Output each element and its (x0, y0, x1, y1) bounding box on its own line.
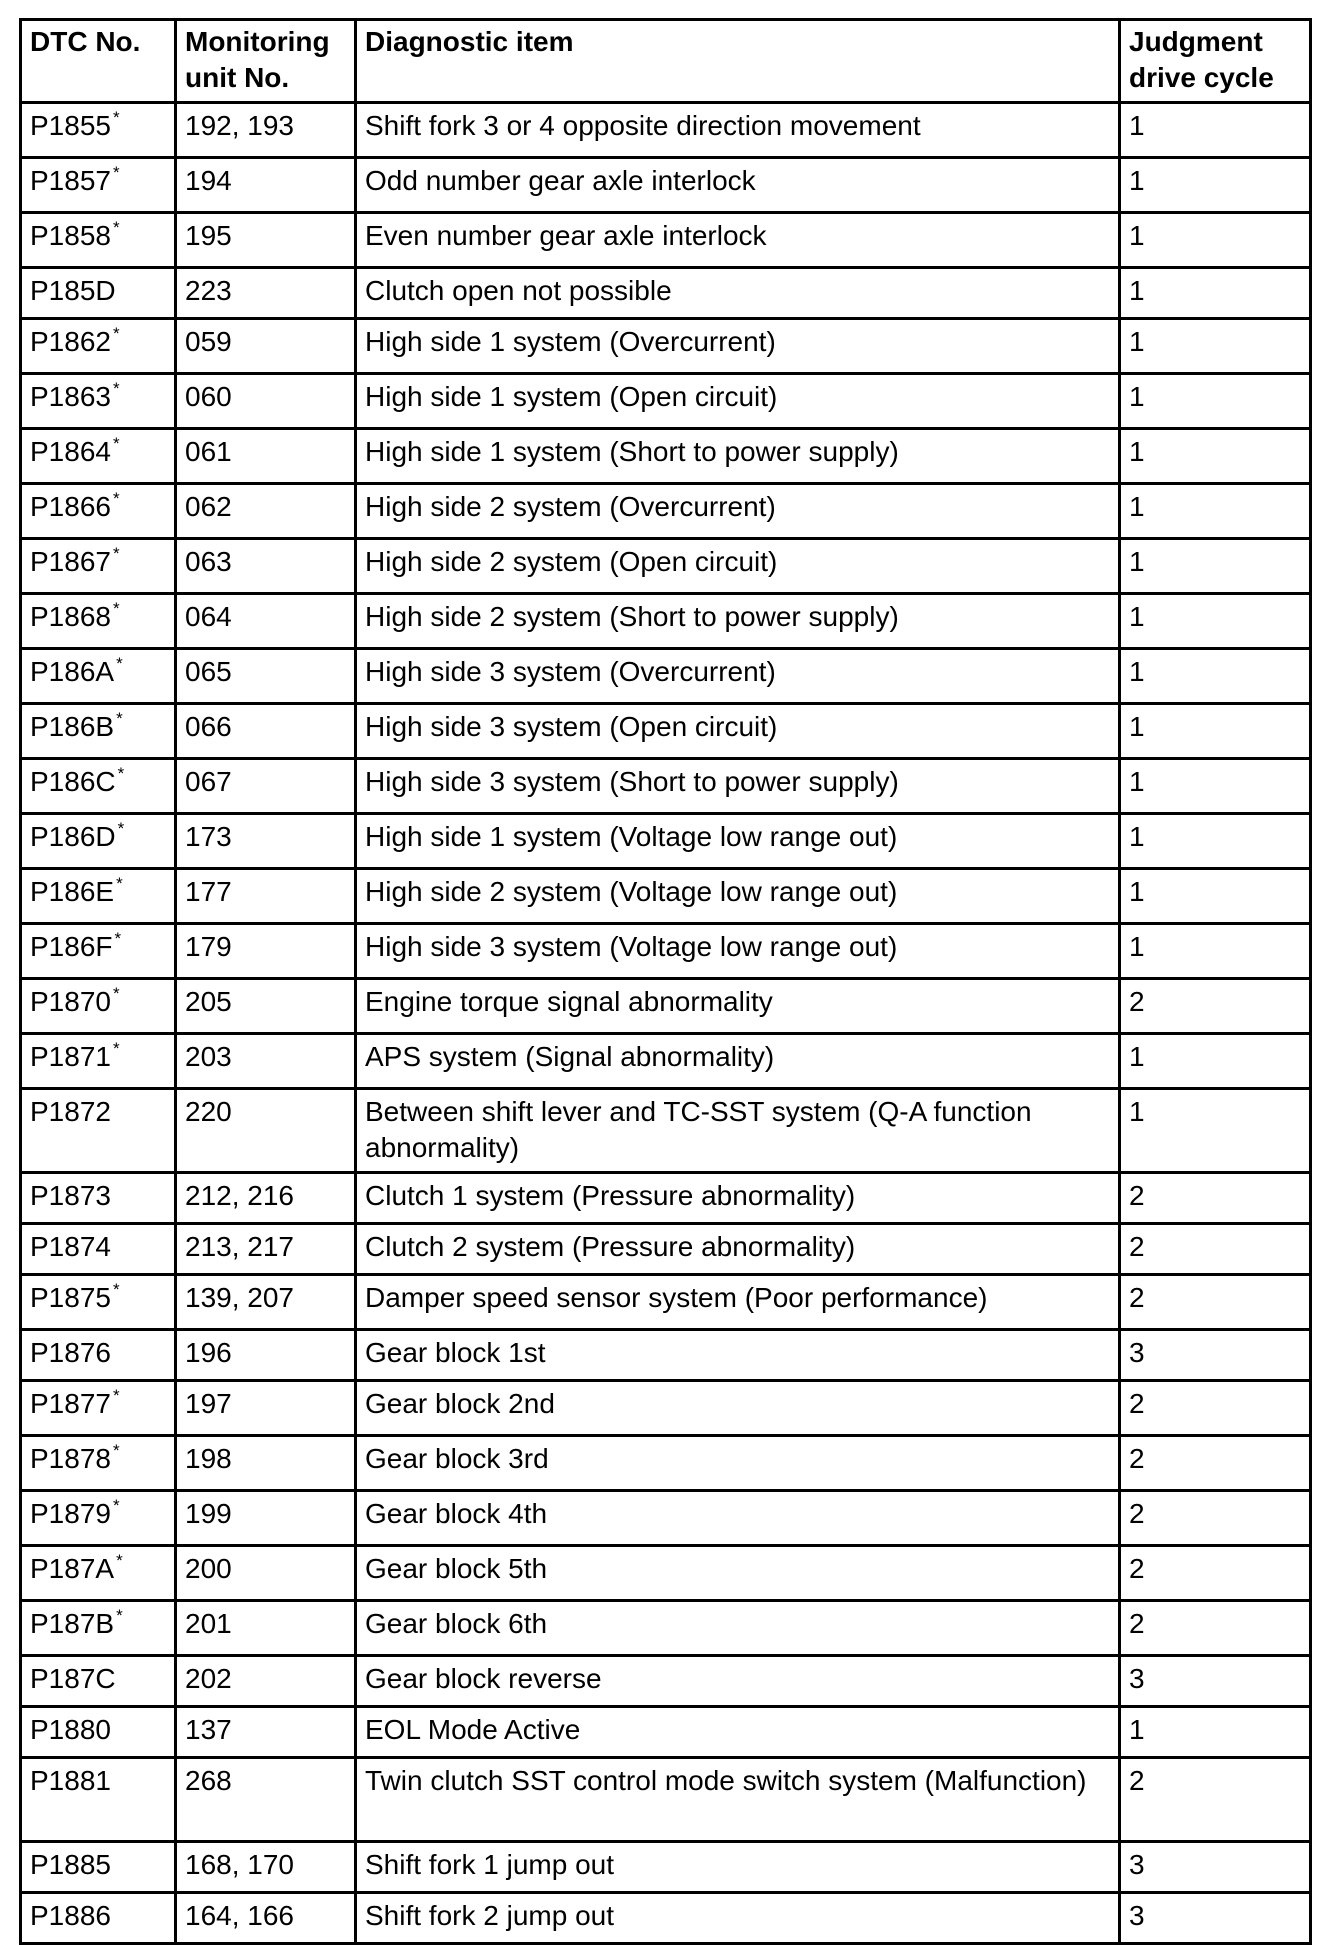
asterisk-marker: * (112, 1280, 120, 1299)
monitoring-unit-cell: 195 (176, 213, 356, 268)
table-row (21, 103, 1311, 158)
judgment-cycle-cell: 1 (1120, 213, 1311, 268)
judgment-cycle-cell: 3 (1120, 1842, 1311, 1893)
dtc-code-cell (21, 1491, 176, 1546)
dtc-code: P186F (30, 931, 113, 962)
judgment-cycle-cell: 2 (1120, 1381, 1311, 1436)
judgment-cycle-cell: 1 (1120, 158, 1311, 213)
diagnostic-item-cell: Twin clutch SST control mode switch system (Malfunction) (356, 1758, 1120, 1842)
dtc-code: P1862 (30, 326, 111, 357)
monitoring-unit-cell: 200 (176, 1546, 356, 1601)
diagnostic-item-cell: High side 3 system (Open circuit) (356, 704, 1120, 759)
dtc-code: P1886 (30, 1900, 111, 1931)
dtc-code: P1878 (30, 1443, 111, 1474)
monitoring-unit-cell: 220 (176, 1089, 356, 1173)
dtc-code-cell (21, 1275, 176, 1330)
dtc-code-cell (21, 103, 176, 158)
monitoring-unit-cell: 199 (176, 1491, 356, 1546)
judgment-cycle-cell: 3 (1120, 1893, 1311, 1944)
asterisk-marker: * (112, 163, 120, 182)
monitoring-unit-cell: 060 (176, 374, 356, 429)
dtc-code: P1885 (30, 1849, 111, 1880)
dtc-code-cell (21, 594, 176, 649)
table-row (21, 1381, 1311, 1436)
dtc-code: P1875 (30, 1282, 111, 1313)
judgment-cycle-cell: 1 (1120, 429, 1311, 484)
diagnostic-item-cell: Clutch open not possible (356, 268, 1120, 319)
monitoring-unit-cell: 064 (176, 594, 356, 649)
asterisk-marker: * (112, 434, 120, 453)
diagnostic-item-cell: Between shift lever and TC-SST system (Q-A function abnormality) (356, 1089, 1120, 1173)
judgment-cycle-cell: 1 (1120, 539, 1311, 594)
judgment-cycle-cell: 3 (1120, 1656, 1311, 1707)
monitoring-unit-cell: 066 (176, 704, 356, 759)
asterisk-marker: * (112, 1386, 120, 1405)
judgment-cycle-cell: 2 (1120, 1546, 1311, 1601)
asterisk-marker: * (116, 1606, 123, 1625)
dtc-code-cell (21, 1034, 176, 1089)
judgment-cycle-cell: 1 (1120, 103, 1311, 158)
asterisk-marker: * (116, 874, 123, 893)
monitoring-unit-cell: 197 (176, 1381, 356, 1436)
monitoring-unit-cell: 177 (176, 869, 356, 924)
dtc-code: P187C (30, 1663, 116, 1694)
dtc-code-cell (21, 979, 176, 1034)
header-diagnostic-item: Diagnostic item (356, 20, 1120, 103)
table-row (21, 924, 1311, 979)
table-row (21, 539, 1311, 594)
diagnostic-item-cell: High side 1 system (Open circuit) (356, 374, 1120, 429)
dtc-code: P187B (30, 1608, 115, 1639)
table-body (21, 103, 1311, 1944)
table-row (21, 484, 1311, 539)
monitoring-unit-cell: 198 (176, 1436, 356, 1491)
monitoring-unit-cell: 173 (176, 814, 356, 869)
dtc-code-cell (21, 1601, 176, 1656)
table-row (21, 319, 1311, 374)
diagnostic-item-cell: Shift fork 3 or 4 opposite direction movement (356, 103, 1120, 158)
judgment-cycle-cell: 1 (1120, 704, 1311, 759)
dtc-code-cell (21, 1089, 176, 1173)
judgment-cycle-cell: 1 (1120, 1089, 1311, 1173)
diagnostic-item-cell: High side 3 system (Short to power supply) (356, 759, 1120, 814)
table-row (21, 1275, 1311, 1330)
monitoring-unit-cell: 059 (176, 319, 356, 374)
dtc-code: P1855 (30, 110, 111, 141)
asterisk-marker: * (112, 218, 120, 237)
table-row (21, 1842, 1311, 1893)
dtc-code: P1868 (30, 601, 111, 632)
monitoring-unit-cell: 062 (176, 484, 356, 539)
diagnostic-item-cell: Even number gear axle interlock (356, 213, 1120, 268)
dtc-code-cell (21, 1842, 176, 1893)
table-row (21, 1089, 1311, 1173)
table-row (21, 1601, 1311, 1656)
judgment-cycle-cell: 2 (1120, 1601, 1311, 1656)
dtc-code: P186D (30, 821, 116, 852)
dtc-code-cell (21, 924, 176, 979)
table-row (21, 594, 1311, 649)
table-row (21, 1491, 1311, 1546)
diagnostic-item-cell: Clutch 2 system (Pressure abnormality) (356, 1224, 1120, 1275)
dtc-code: P1858 (30, 220, 111, 251)
dtc-code-cell (21, 649, 176, 704)
monitoring-unit-cell: 201 (176, 1601, 356, 1656)
header-dtc-no: DTC No. (21, 20, 176, 103)
dtc-code-cell (21, 484, 176, 539)
dtc-code: P1870 (30, 986, 111, 1017)
monitoring-unit-cell: 205 (176, 979, 356, 1034)
dtc-code: P1866 (30, 491, 111, 522)
judgment-cycle-cell: 1 (1120, 1707, 1311, 1758)
judgment-cycle-cell: 2 (1120, 1758, 1311, 1842)
asterisk-marker: * (112, 489, 120, 508)
diagnostic-item-cell: Gear block 2nd (356, 1381, 1120, 1436)
judgment-cycle-cell: 1 (1120, 319, 1311, 374)
dtc-code-cell (21, 869, 176, 924)
diagnostic-item-cell: Shift fork 1 jump out (356, 1842, 1120, 1893)
dtc-code: P1877 (30, 1388, 111, 1419)
diagnostic-item-cell: Engine torque signal abnormality (356, 979, 1120, 1034)
diagnostic-item-cell: Shift fork 2 jump out (356, 1893, 1120, 1944)
table-row (21, 649, 1311, 704)
monitoring-unit-cell: 223 (176, 268, 356, 319)
table-row (21, 158, 1311, 213)
asterisk-marker: * (112, 324, 120, 343)
asterisk-marker: * (112, 1039, 120, 1058)
table-row (21, 704, 1311, 759)
monitoring-unit-cell: 268 (176, 1758, 356, 1842)
table-row (21, 1224, 1311, 1275)
monitoring-unit-cell: 168, 170 (176, 1842, 356, 1893)
diagnostic-item-cell: High side 2 system (Voltage low range out) (356, 869, 1120, 924)
monitoring-unit-cell: 067 (176, 759, 356, 814)
table-row (21, 1656, 1311, 1707)
judgment-cycle-cell: 1 (1120, 924, 1311, 979)
judgment-cycle-cell: 3 (1120, 1330, 1311, 1381)
dtc-code: P185D (30, 275, 116, 306)
monitoring-unit-cell: 194 (176, 158, 356, 213)
table-row (21, 1546, 1311, 1601)
monitoring-unit-cell: 139, 207 (176, 1275, 356, 1330)
header-judgment-drive-cycle: Judgment drive cycle (1120, 20, 1311, 103)
diagnostic-item-cell: Gear block 4th (356, 1491, 1120, 1546)
dtc-code-cell (21, 1656, 176, 1707)
diagnostic-item-cell: APS system (Signal abnormality) (356, 1034, 1120, 1089)
header-monitoring-unit-no: Monitoring unit No. (176, 20, 356, 103)
dtc-code-cell (21, 429, 176, 484)
dtc-code: P1872 (30, 1096, 111, 1127)
header-row (21, 20, 1311, 103)
diagnostic-item-cell: High side 2 system (Short to power supply) (356, 594, 1120, 649)
dtc-code: P186C (30, 766, 116, 797)
dtc-code: P186B (30, 711, 115, 742)
monitoring-unit-cell: 179 (176, 924, 356, 979)
dtc-code-cell (21, 1546, 176, 1601)
judgment-cycle-cell: 1 (1120, 374, 1311, 429)
judgment-cycle-cell: 2 (1120, 1275, 1311, 1330)
judgment-cycle-cell: 2 (1120, 1173, 1311, 1224)
table-row (21, 1758, 1311, 1842)
judgment-cycle-cell: 2 (1120, 1224, 1311, 1275)
asterisk-marker: * (116, 1551, 123, 1570)
table-row (21, 979, 1311, 1034)
dtc-code: P1876 (30, 1337, 111, 1368)
table-row (21, 1436, 1311, 1491)
diagnostic-item-cell: Gear block reverse (356, 1656, 1120, 1707)
dtc-code-cell (21, 1758, 176, 1842)
asterisk-marker: * (116, 709, 123, 728)
asterisk-marker: * (117, 764, 125, 783)
dtc-code-cell (21, 1381, 176, 1436)
monitoring-unit-cell: 203 (176, 1034, 356, 1089)
diagnostic-item-cell: High side 2 system (Overcurrent) (356, 484, 1120, 539)
monitoring-unit-cell: 196 (176, 1330, 356, 1381)
diagnostic-item-cell: Odd number gear axle interlock (356, 158, 1120, 213)
table-row (21, 213, 1311, 268)
judgment-cycle-cell: 1 (1120, 1034, 1311, 1089)
diagnostic-item-cell: High side 1 system (Overcurrent) (356, 319, 1120, 374)
asterisk-marker: * (112, 984, 120, 1003)
judgment-cycle-cell: 1 (1120, 814, 1311, 869)
dtc-code-cell (21, 213, 176, 268)
dtc-code-cell (21, 158, 176, 213)
monitoring-unit-cell: 202 (176, 1656, 356, 1707)
dtc-code: P1874 (30, 1231, 111, 1262)
dtc-code: P1880 (30, 1714, 111, 1745)
judgment-cycle-cell: 2 (1120, 1491, 1311, 1546)
judgment-cycle-cell: 1 (1120, 594, 1311, 649)
judgment-cycle-cell: 2 (1120, 979, 1311, 1034)
dtc-code: P1864 (30, 436, 111, 467)
asterisk-marker: * (112, 1496, 120, 1515)
asterisk-marker: * (114, 929, 122, 948)
monitoring-unit-cell: 061 (176, 429, 356, 484)
judgment-cycle-cell: 2 (1120, 1436, 1311, 1491)
diagnostic-item-cell: Damper speed sensor system (Poor performance) (356, 1275, 1120, 1330)
dtc-code: P1857 (30, 165, 111, 196)
dtc-code-cell (21, 1224, 176, 1275)
diagnostic-item-cell: EOL Mode Active (356, 1707, 1120, 1758)
diagnostic-item-cell: High side 3 system (Voltage low range out) (356, 924, 1120, 979)
dtc-code-cell (21, 319, 176, 374)
asterisk-marker: * (117, 819, 125, 838)
dtc-code-cell (21, 759, 176, 814)
diagnostic-item-cell: Gear block 5th (356, 1546, 1120, 1601)
table-row (21, 814, 1311, 869)
dtc-code: P1867 (30, 546, 111, 577)
table-row (21, 869, 1311, 924)
dtc-code: P186A (30, 656, 115, 687)
asterisk-marker: * (112, 544, 120, 563)
table-row (21, 1173, 1311, 1224)
dtc-code: P1873 (30, 1180, 111, 1211)
monitoring-unit-cell: 164, 166 (176, 1893, 356, 1944)
table-row (21, 268, 1311, 319)
dtc-code-cell (21, 1436, 176, 1491)
table-row (21, 1330, 1311, 1381)
monitoring-unit-cell: 192, 193 (176, 103, 356, 158)
diagnostic-item-cell: Gear block 6th (356, 1601, 1120, 1656)
dtc-code-cell (21, 814, 176, 869)
judgment-cycle-cell: 1 (1120, 268, 1311, 319)
judgment-cycle-cell: 1 (1120, 869, 1311, 924)
table-row (21, 759, 1311, 814)
dtc-code-cell (21, 374, 176, 429)
dtc-code-cell (21, 1173, 176, 1224)
dtc-code-cell (21, 704, 176, 759)
dtc-code: P1879 (30, 1498, 111, 1529)
table-row (21, 1707, 1311, 1758)
judgment-cycle-cell: 1 (1120, 759, 1311, 814)
diagnostic-item-cell: Gear block 1st (356, 1330, 1120, 1381)
dtc-table (19, 18, 1312, 1945)
dtc-code: P1863 (30, 381, 111, 412)
monitoring-unit-cell: 065 (176, 649, 356, 704)
asterisk-marker: * (116, 654, 123, 673)
table-row (21, 374, 1311, 429)
dtc-code-cell (21, 1330, 176, 1381)
dtc-code: P1881 (30, 1765, 111, 1796)
diagnostic-item-cell: Clutch 1 system (Pressure abnormality) (356, 1173, 1120, 1224)
judgment-cycle-cell: 1 (1120, 484, 1311, 539)
monitoring-unit-cell: 063 (176, 539, 356, 594)
diagnostic-item-cell: High side 2 system (Open circuit) (356, 539, 1120, 594)
monitoring-unit-cell: 212, 216 (176, 1173, 356, 1224)
asterisk-marker: * (112, 379, 120, 398)
dtc-code-cell (21, 1707, 176, 1758)
diagnostic-item-cell: High side 1 system (Voltage low range out) (356, 814, 1120, 869)
monitoring-unit-cell: 137 (176, 1707, 356, 1758)
dtc-code-cell (21, 268, 176, 319)
asterisk-marker: * (112, 599, 120, 618)
table-row (21, 429, 1311, 484)
diagnostic-item-cell: High side 1 system (Short to power supply) (356, 429, 1120, 484)
asterisk-marker: * (112, 108, 120, 127)
dtc-code-cell (21, 539, 176, 594)
diagnostic-item-cell: Gear block 3rd (356, 1436, 1120, 1491)
asterisk-marker: * (112, 1441, 120, 1460)
table-row (21, 1034, 1311, 1089)
monitoring-unit-cell: 213, 217 (176, 1224, 356, 1275)
dtc-code: P186E (30, 876, 115, 907)
dtc-code: P187A (30, 1553, 115, 1584)
judgment-cycle-cell: 1 (1120, 649, 1311, 704)
diagnostic-item-cell: High side 3 system (Overcurrent) (356, 649, 1120, 704)
dtc-code: P1871 (30, 1041, 111, 1072)
